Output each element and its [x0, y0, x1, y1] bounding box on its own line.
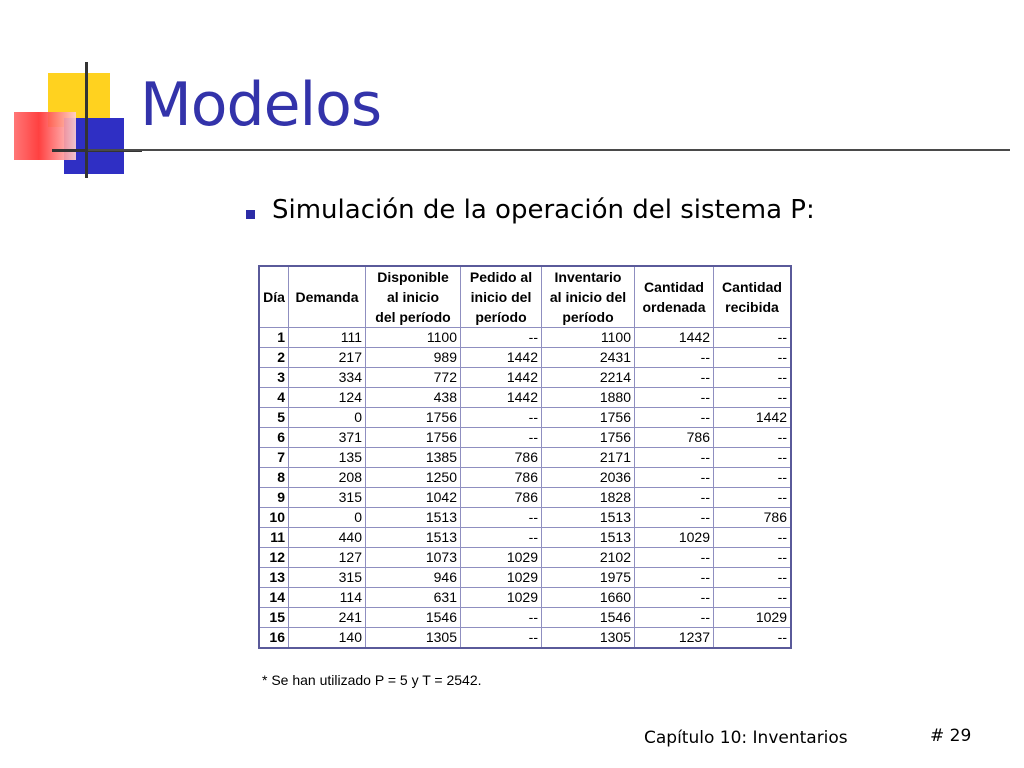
cell-dia: 11: [259, 528, 289, 548]
table-header-row: [259, 266, 791, 328]
cell-disponible: 438: [366, 388, 461, 408]
cell-inventario: 1100: [542, 328, 635, 348]
header-pedido-line3: período: [475, 309, 527, 325]
cell-cantidad-ordenada: --: [635, 468, 714, 488]
table-row: [259, 348, 791, 368]
cell-inventario: 1756: [542, 408, 635, 428]
cell-cantidad-ordenada: --: [635, 448, 714, 468]
cell-cantidad-ordenada: 1237: [635, 628, 714, 649]
cell-demanda: 135: [289, 448, 366, 468]
cell-dia: 5: [259, 408, 289, 428]
cell-demanda: 440: [289, 528, 366, 548]
header-cantidad-ordenada-line1: Cantidad: [644, 279, 704, 295]
cell-disponible: 1513: [366, 508, 461, 528]
cell-dia: 4: [259, 388, 289, 408]
cell-cantidad-recibida: --: [714, 588, 792, 608]
table-row: [259, 468, 791, 488]
cell-pedido: --: [461, 528, 542, 548]
cell-dia: 6: [259, 428, 289, 448]
table-row: [259, 488, 791, 508]
cell-demanda: 371: [289, 428, 366, 448]
cell-disponible: 1305: [366, 628, 461, 649]
header-disponible-line1: Disponible: [377, 269, 449, 285]
cell-cantidad-ordenada: --: [635, 348, 714, 368]
cell-inventario: 2214: [542, 368, 635, 388]
cell-inventario: 1305: [542, 628, 635, 649]
header-disponible-line3: del período: [375, 309, 451, 325]
cell-dia: 10: [259, 508, 289, 528]
header-pedido: [461, 266, 542, 328]
page-number: # 29: [930, 726, 972, 746]
cell-pedido: --: [461, 428, 542, 448]
header-disponible-line2: al inicio: [386, 289, 440, 305]
table-row: [259, 528, 791, 548]
cell-disponible: 989: [366, 348, 461, 368]
cell-demanda: 114: [289, 588, 366, 608]
header-cantidad-ordenada: [635, 266, 714, 328]
cell-disponible: 946: [366, 568, 461, 588]
cell-inventario: 2431: [542, 348, 635, 368]
cell-disponible: 1546: [366, 608, 461, 628]
cell-cantidad-recibida: --: [714, 568, 792, 588]
cell-disponible: 1756: [366, 408, 461, 428]
cell-inventario: 1756: [542, 428, 635, 448]
cell-disponible: 1073: [366, 548, 461, 568]
header-inventario-line1: Inventario: [554, 269, 622, 285]
cell-demanda: 315: [289, 488, 366, 508]
table-row: [259, 608, 791, 628]
cell-cantidad-ordenada: --: [635, 508, 714, 528]
table-row: [259, 508, 791, 528]
cell-cantidad-ordenada: --: [635, 488, 714, 508]
cell-demanda: 217: [289, 348, 366, 368]
cell-inventario: 1513: [542, 508, 635, 528]
cell-disponible: 1385: [366, 448, 461, 468]
cell-dia: 2: [259, 348, 289, 368]
cell-demanda: 0: [289, 508, 366, 528]
header-inventario: [542, 266, 635, 328]
table-row: [259, 448, 791, 468]
cell-inventario: 2171: [542, 448, 635, 468]
cell-pedido: 1442: [461, 348, 542, 368]
table-body: [259, 328, 791, 649]
table-row: [259, 368, 791, 388]
cell-demanda: 111: [289, 328, 366, 348]
cell-inventario: 1828: [542, 488, 635, 508]
cell-cantidad-recibida: --: [714, 448, 792, 468]
slide-logo: [0, 0, 160, 190]
cell-cantidad-recibida: 1442: [714, 408, 792, 428]
cell-disponible: 1756: [366, 428, 461, 448]
cell-inventario: 2102: [542, 548, 635, 568]
cell-pedido: --: [461, 328, 542, 348]
logo-vertical-line: [85, 62, 88, 178]
header-dia: Día: [259, 266, 289, 328]
cell-dia: 15: [259, 608, 289, 628]
cell-cantidad-recibida: 1029: [714, 608, 792, 628]
cell-disponible: 1513: [366, 528, 461, 548]
cell-inventario: 1513: [542, 528, 635, 548]
slide-title: Modelos: [140, 70, 382, 140]
cell-cantidad-recibida: --: [714, 488, 792, 508]
cell-cantidad-recibida: --: [714, 628, 792, 649]
footer-chapter: Capítulo 10: Inventarios: [644, 728, 848, 748]
cell-demanda: 127: [289, 548, 366, 568]
title-underline: [88, 149, 1010, 151]
cell-dia: 7: [259, 448, 289, 468]
cell-dia: 16: [259, 628, 289, 649]
cell-dia: 9: [259, 488, 289, 508]
header-disponible: [366, 266, 461, 328]
cell-disponible: 772: [366, 368, 461, 388]
table-row: [259, 588, 791, 608]
header-demanda: Demanda: [289, 266, 366, 328]
cell-cantidad-ordenada: --: [635, 368, 714, 388]
cell-cantidad-ordenada: 1029: [635, 528, 714, 548]
cell-inventario: 1880: [542, 388, 635, 408]
logo-red-square: [14, 112, 76, 160]
cell-dia: 3: [259, 368, 289, 388]
cell-pedido: 1442: [461, 368, 542, 388]
cell-cantidad-recibida: --: [714, 348, 792, 368]
table-row: [259, 428, 791, 448]
cell-cantidad-ordenada: --: [635, 408, 714, 428]
header-cantidad-recibida-line1: Cantidad: [722, 279, 782, 295]
cell-pedido: 1029: [461, 548, 542, 568]
cell-pedido: 1442: [461, 388, 542, 408]
bullet-square-icon: [246, 210, 255, 219]
cell-disponible: 1100: [366, 328, 461, 348]
cell-inventario: 1660: [542, 588, 635, 608]
cell-cantidad-ordenada: --: [635, 548, 714, 568]
header-cantidad-ordenada-line2: ordenada: [642, 299, 706, 315]
table-row: [259, 548, 791, 568]
cell-inventario: 1975: [542, 568, 635, 588]
cell-cantidad-recibida: --: [714, 548, 792, 568]
cell-cantidad-recibida: --: [714, 428, 792, 448]
cell-pedido: --: [461, 408, 542, 428]
header-inventario-line2: al inicio del: [549, 289, 627, 305]
table-row: [259, 628, 791, 649]
cell-pedido: 786: [461, 468, 542, 488]
table-row: [259, 328, 791, 348]
cell-cantidad-ordenada: --: [635, 568, 714, 588]
cell-cantidad-ordenada: --: [635, 388, 714, 408]
cell-pedido: --: [461, 508, 542, 528]
cell-cantidad-recibida: --: [714, 388, 792, 408]
cell-inventario: 2036: [542, 468, 635, 488]
cell-cantidad-recibida: --: [714, 328, 792, 348]
cell-pedido: 786: [461, 448, 542, 468]
cell-demanda: 0: [289, 408, 366, 428]
cell-dia: 13: [259, 568, 289, 588]
bullet-text: Simulación de la operación del sistema P:: [272, 195, 815, 225]
header-cantidad-recibida: [714, 266, 792, 328]
cell-demanda: 208: [289, 468, 366, 488]
cell-pedido: 1029: [461, 588, 542, 608]
table-row: [259, 388, 791, 408]
cell-cantidad-recibida: 786: [714, 508, 792, 528]
cell-disponible: 1042: [366, 488, 461, 508]
cell-pedido: 1029: [461, 568, 542, 588]
cell-cantidad-recibida: --: [714, 468, 792, 488]
cell-demanda: 315: [289, 568, 366, 588]
cell-demanda: 124: [289, 388, 366, 408]
cell-cantidad-ordenada: --: [635, 588, 714, 608]
cell-demanda: 334: [289, 368, 366, 388]
footnote: * Se han utilizado P = 5 y T = 2542.: [262, 672, 482, 688]
cell-cantidad-ordenada: 1442: [635, 328, 714, 348]
cell-dia: 12: [259, 548, 289, 568]
cell-pedido: --: [461, 628, 542, 649]
cell-cantidad-ordenada: --: [635, 608, 714, 628]
cell-demanda: 241: [289, 608, 366, 628]
header-cantidad-recibida-line2: recibida: [725, 299, 779, 315]
cell-cantidad-ordenada: 786: [635, 428, 714, 448]
cell-dia: 1: [259, 328, 289, 348]
simulation-table: [258, 265, 792, 649]
table-row: [259, 568, 791, 588]
table-row: [259, 408, 791, 428]
header-inventario-line3: período: [562, 309, 614, 325]
cell-disponible: 631: [366, 588, 461, 608]
cell-cantidad-recibida: --: [714, 528, 792, 548]
cell-pedido: --: [461, 608, 542, 628]
cell-cantidad-recibida: --: [714, 368, 792, 388]
cell-pedido: 786: [461, 488, 542, 508]
cell-dia: 8: [259, 468, 289, 488]
cell-demanda: 140: [289, 628, 366, 649]
header-pedido-line1: Pedido al: [469, 269, 533, 285]
cell-dia: 14: [259, 588, 289, 608]
cell-disponible: 1250: [366, 468, 461, 488]
cell-inventario: 1546: [542, 608, 635, 628]
header-pedido-line2: inicio del: [470, 289, 532, 305]
